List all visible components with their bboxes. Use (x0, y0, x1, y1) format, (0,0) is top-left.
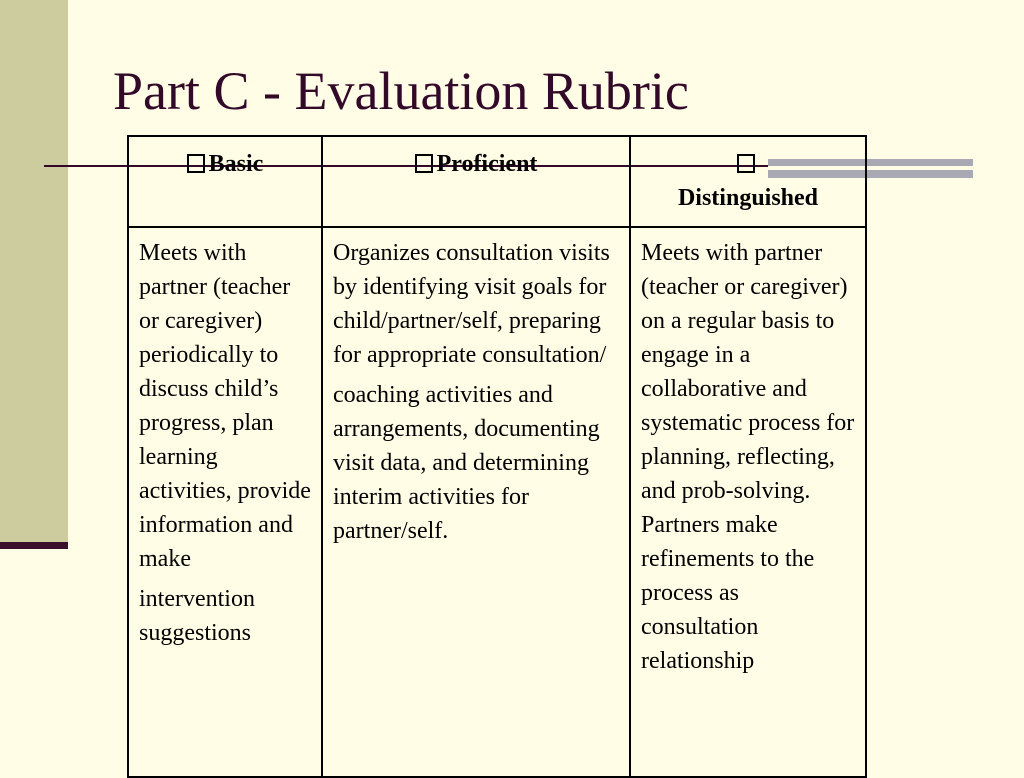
header-basic (128, 136, 322, 227)
left-decor-band-foot (0, 542, 68, 549)
left-decor-band (0, 0, 68, 545)
table-header-row (128, 136, 866, 227)
header-proficient (322, 136, 630, 227)
cell-proficient-para-2: coaching activities and arrangements, documenting visit data, and determining interim activities for partner/self. (333, 382, 600, 544)
evaluation-rubric-table (127, 135, 867, 778)
cell-proficient-para-1: Organizes consultation visits by identifying visit goals for child/partner/self, preparing for appropriate consultation/ (333, 240, 610, 368)
cell-proficient (322, 227, 630, 777)
header-distinguished (630, 136, 866, 227)
header-basic-label: Basic (208, 151, 264, 177)
header-proficient-label: Proficient (436, 151, 538, 177)
checkbox-icon (187, 154, 205, 173)
slide-title: Part C - Evaluation Rubric (113, 61, 689, 121)
cell-basic-para-1: Meets with partner (teacher or caregiver) periodically to discuss child’s progress, plan learning activities, provide information and make (139, 240, 311, 572)
cell-basic (128, 227, 322, 777)
checkbox-icon (737, 154, 755, 173)
cell-distinguished (630, 227, 866, 777)
cell-distinguished-para-1: Meets with partner (teacher or caregiver) on a regular basis to engage in a collaborative and systematic process for planning, reflecting, and prob-solving. Partners make refinements to the process as consultation relationship (641, 240, 855, 674)
cell-basic-para-2: intervention suggestions (139, 586, 255, 646)
header-distinguished-label: Distinguished (677, 185, 819, 211)
checkbox-icon (415, 154, 433, 173)
table-row (128, 227, 866, 777)
